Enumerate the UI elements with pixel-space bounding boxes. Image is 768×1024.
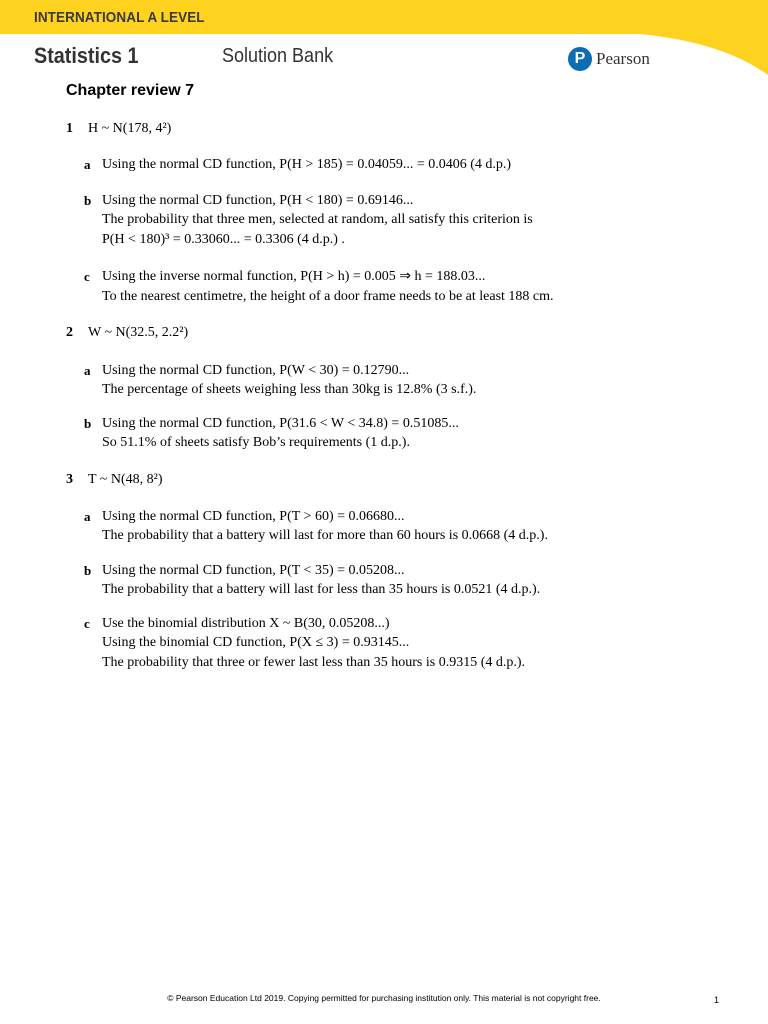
part-label: b bbox=[84, 416, 92, 431]
page-number: 1 bbox=[714, 995, 720, 1005]
part-label: a bbox=[84, 509, 91, 524]
solution-line: Using the normal CD function, P(T < 35) = 0.05208... bbox=[102, 563, 405, 578]
book-title: Statistics 1 bbox=[34, 43, 139, 68]
part-label: b bbox=[84, 193, 92, 208]
copyright-footer: © Pearson Education Ltd 2019. Copying permitted for purchasing institution only. This material is not copyright free. bbox=[167, 993, 601, 1003]
part-label: c bbox=[84, 616, 90, 631]
question-statement: H ~ N(178, 4²) bbox=[88, 121, 172, 136]
solution-line: So 51.1% of sheets satisfy Bob’s requirements (1 d.p.). bbox=[102, 435, 410, 450]
solution-line: Using the inverse normal function, P(H > h) = 0.005 ⇒ h = 188.03... bbox=[102, 269, 486, 284]
question-number: 1 bbox=[66, 121, 73, 136]
solution-line: Using the normal CD function, P(31.6 < W < 34.8) = 0.51085... bbox=[102, 416, 459, 431]
question-number: 2 bbox=[66, 325, 73, 340]
solution-line: The percentage of sheets weighing less than 30kg is 12.8% (3 s.f.). bbox=[102, 382, 477, 397]
part-label: c bbox=[84, 269, 90, 284]
part-label: b bbox=[84, 563, 92, 578]
solution-line: To the nearest centimetre, the height of a door frame needs to be at least 188 cm. bbox=[102, 289, 554, 304]
solution-line: Using the binomial CD function, P(X ≤ 3) = 0.93145... bbox=[102, 635, 410, 650]
pearson-wordmark: Pearson bbox=[596, 49, 650, 68]
solution-line: Use the binomial distribution X ~ B(30, 0.05208...) bbox=[102, 616, 390, 631]
solution-line: The probability that three men, selected at random, all satisfy this criterion is bbox=[102, 212, 533, 227]
part-label: a bbox=[84, 363, 91, 378]
solution-line: Using the normal CD function, P(H > 185) = 0.04059... = 0.0406 (4 d.p.) bbox=[102, 157, 512, 172]
question-statement: W ~ N(32.5, 2.2²) bbox=[88, 325, 189, 340]
solution-line: The probability that a battery will last for more than 60 hours is 0.0668 (4 d.p.). bbox=[102, 528, 548, 543]
solution-line: The probability that a battery will last for less than 35 hours is 0.0521 (4 d.p.). bbox=[102, 582, 541, 597]
question-statement: T ~ N(48, 8²) bbox=[88, 472, 163, 487]
pearson-logo-icon: P bbox=[568, 47, 592, 71]
pearson-logo bbox=[568, 47, 668, 73]
part-label: a bbox=[84, 157, 91, 172]
solution-line: P(H < 180)³ = 0.33060... = 0.3306 (4 d.p.) . bbox=[102, 232, 345, 247]
solution-line: Using the normal CD function, P(T > 60) = 0.06680... bbox=[102, 509, 405, 524]
question-number: 3 bbox=[66, 472, 73, 487]
solution-line: Using the normal CD function, P(H < 180) = 0.69146... bbox=[102, 193, 414, 208]
solution-line: Using the normal CD function, P(W < 30) = 0.12790... bbox=[102, 363, 410, 378]
solution-line: The probability that three or fewer last less than 35 hours is 0.9315 (4 d.p.). bbox=[102, 655, 526, 670]
series-label: INTERNATIONAL A LEVEL bbox=[34, 9, 205, 26]
solution-bank-label: Solution Bank bbox=[222, 45, 334, 67]
chapter-title: Chapter review 7 bbox=[66, 82, 195, 99]
